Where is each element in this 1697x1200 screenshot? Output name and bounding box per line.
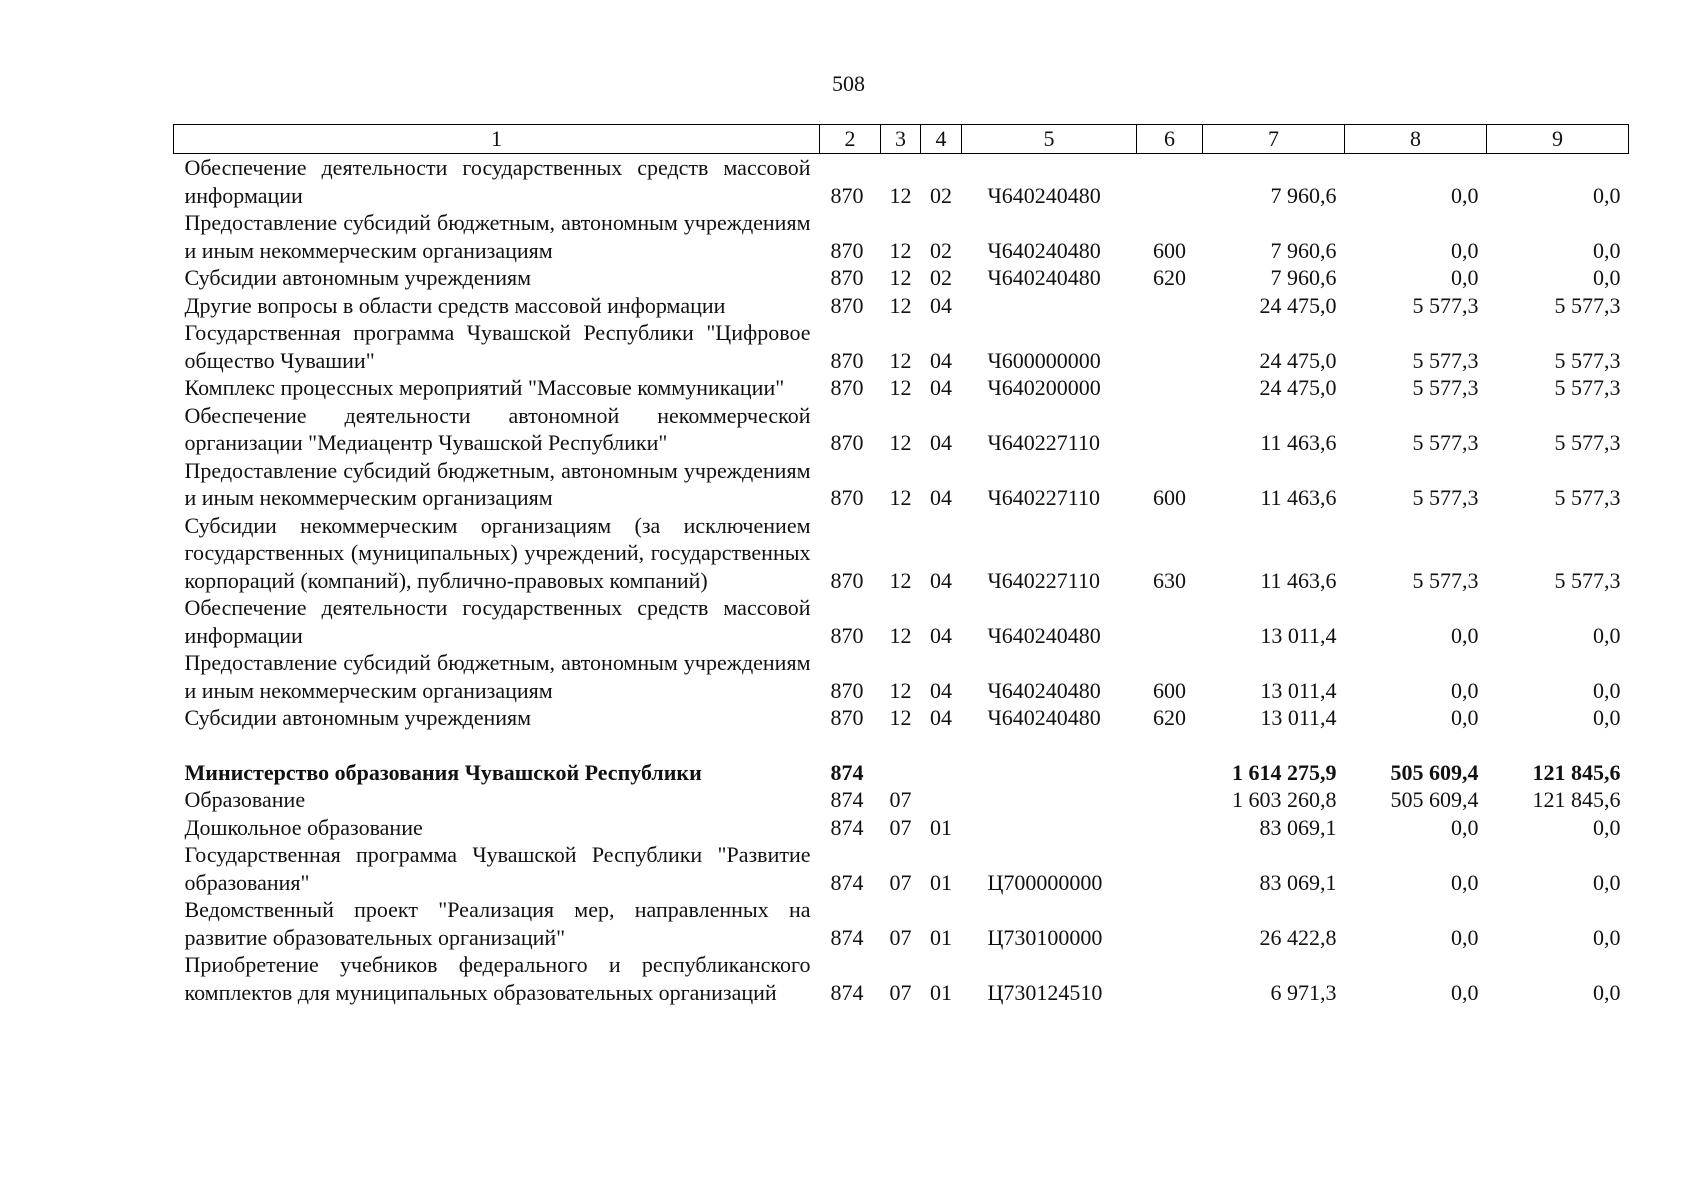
subsection-code: 04 — [930, 677, 952, 703]
table-row — [174, 374, 1629, 402]
amount-col-7: 13 011,4 — [1260, 705, 1337, 730]
budget-table — [173, 124, 1629, 1006]
table-row — [174, 264, 1629, 292]
expense-type-code — [1137, 154, 1203, 210]
amount-col-8: 5 577,3 — [1412, 375, 1479, 400]
admin-code: 870 — [830, 485, 864, 510]
row-name: Ведомственный проект "Реализация мер, направленных на развитие образовательных организаций" — [184, 897, 811, 950]
subsection-code: 04 — [930, 430, 952, 455]
amount-col-7: 24 475,0 — [1259, 292, 1337, 318]
target-article-code: Ц700000000 — [987, 869, 1103, 895]
row-name: Дошкольное образование — [184, 814, 423, 840]
amount-col-9: 0,0 — [1593, 237, 1621, 263]
target-article-code: Ч640240480 — [987, 622, 1101, 648]
expense-type-code — [1137, 292, 1203, 320]
amount-col-9: 5 577,3 — [1554, 292, 1621, 318]
expense-type-code — [1137, 319, 1203, 374]
amount-col-7: 24 475,0 — [1259, 347, 1337, 373]
amount-col-8: 5 577,3 — [1412, 430, 1479, 455]
target-article-code — [962, 786, 1137, 814]
section-code: 07 — [889, 787, 912, 812]
amount-col-9: 121 845,6 — [1532, 759, 1621, 785]
amount-col-8: 0,0 — [1451, 622, 1479, 648]
amount-col-8: 0,0 — [1451, 182, 1479, 208]
amount-col-9: 5 577,3 — [1554, 430, 1621, 455]
subsection-code: 04 — [930, 622, 952, 648]
admin-code: 874 — [830, 759, 864, 785]
admin-code: 874 — [830, 924, 864, 950]
target-article-code — [962, 759, 1137, 787]
admin-code: 870 — [830, 430, 864, 455]
column-header: 4 — [921, 125, 962, 154]
amount-col-8: 5 577,3 — [1412, 292, 1479, 318]
amount-col-7: 24 475,0 — [1259, 375, 1337, 400]
section-code: 12 — [889, 347, 912, 373]
column-header: 8 — [1345, 125, 1487, 154]
section-code: 12 — [889, 237, 912, 263]
amount-col-9: 5 577,3 — [1554, 485, 1621, 510]
expense-type-code — [1137, 841, 1203, 896]
admin-code: 870 — [830, 237, 864, 263]
amount-col-7: 11 463,6 — [1260, 485, 1337, 510]
expense-type-code: 600 — [1153, 485, 1186, 510]
column-header: 5 — [962, 125, 1137, 154]
table-row — [174, 512, 1629, 595]
section-code — [881, 759, 921, 787]
admin-code: 874 — [830, 979, 864, 1005]
admin-code: 874 — [830, 814, 864, 840]
amount-col-8: 0,0 — [1451, 814, 1479, 840]
amount-col-9: 121 845,6 — [1532, 787, 1621, 812]
amount-col-7: 26 422,8 — [1259, 924, 1337, 950]
subsection-code: 04 — [930, 375, 952, 400]
amount-col-9: 0,0 — [1593, 265, 1621, 290]
section-code: 12 — [889, 292, 912, 318]
subsection-code — [921, 786, 962, 814]
amount-col-7: 11 463,6 — [1260, 567, 1337, 593]
amount-col-7: 13 011,4 — [1260, 622, 1337, 648]
table-row — [174, 841, 1629, 896]
row-name: Предоставление субсидий бюджетным, автономным учреждениям и иным некоммерческим организациям — [184, 650, 811, 703]
section-code: 07 — [889, 869, 912, 895]
amount-col-8: 0,0 — [1451, 677, 1479, 703]
amount-col-9: 0,0 — [1593, 677, 1621, 703]
table-row — [174, 594, 1629, 649]
column-number-row — [174, 125, 1629, 154]
amount-col-7: 11 463,6 — [1260, 430, 1337, 455]
row-name: Предоставление субсидий бюджетным, автономным учреждениям и иным некоммерческим организациям — [184, 210, 811, 263]
table-row — [174, 402, 1629, 457]
subsection-code: 01 — [930, 814, 952, 840]
row-name: Приобретение учебников федерального и республиканского комплектов для муниципальных образовательных организаций — [184, 952, 811, 1005]
table-row — [174, 457, 1629, 512]
amount-col-9: 5 577,3 — [1554, 375, 1621, 400]
expense-type-code: 630 — [1153, 567, 1186, 593]
section-code: 12 — [889, 265, 912, 290]
amount-col-8: 0,0 — [1451, 265, 1479, 290]
subsection-code: 02 — [930, 182, 952, 208]
row-name: Субсидии автономным учреждениям — [184, 705, 532, 730]
target-article-code: Ч640240480 — [987, 237, 1101, 263]
admin-code: 870 — [830, 567, 864, 593]
target-article-code: Ц730100000 — [987, 924, 1103, 950]
subsection-code: 04 — [930, 485, 952, 510]
expense-type-code: 600 — [1153, 677, 1186, 703]
subsection-code — [921, 759, 962, 787]
amount-col-8: 0,0 — [1451, 869, 1479, 895]
table-row — [174, 209, 1629, 264]
amount-col-9: 0,0 — [1593, 705, 1621, 730]
expense-type-code: 620 — [1153, 705, 1186, 730]
expense-type-code — [1137, 402, 1203, 457]
section-code: 12 — [889, 567, 912, 593]
column-header: 1 — [174, 125, 820, 154]
amount-col-8: 5 577,3 — [1412, 567, 1479, 593]
expense-type-code — [1137, 814, 1203, 842]
amount-col-9: 0,0 — [1593, 814, 1621, 840]
amount-col-7: 7 960,6 — [1270, 182, 1337, 208]
expense-type-code — [1137, 786, 1203, 814]
target-article-code: Ч640240480 — [987, 705, 1101, 730]
amount-col-7: 7 960,6 — [1270, 237, 1337, 263]
column-header: 7 — [1203, 125, 1345, 154]
amount-col-8: 5 577,3 — [1412, 347, 1479, 373]
spacer-cell — [174, 732, 1629, 759]
row-name: Субсидии некоммерческим организациям (за исключением государственных (муниципальных) учреждений, государственных корпораций (компаний), публично-правовых компаний) — [184, 512, 811, 593]
row-name: Обеспечение деятельности автономной некоммерческой организации "Медиацентр Чувашской Республики" — [184, 402, 811, 455]
table-row — [174, 154, 1629, 210]
target-article-code: Ч640240480 — [987, 265, 1101, 290]
row-name: Государственная программа Чувашской Республики "Цифровое общество Чувашии" — [184, 320, 811, 373]
table-row — [174, 786, 1629, 814]
section-code: 07 — [889, 924, 912, 950]
expense-type-code — [1137, 759, 1203, 787]
section-code: 07 — [889, 979, 912, 1005]
subsection-code: 04 — [930, 705, 952, 730]
table-header — [174, 125, 1629, 154]
row-name: Предоставление субсидий бюджетным, автономным учреждениям и иным некоммерческим организациям — [184, 457, 811, 510]
amount-col-7: 7 960,6 — [1270, 265, 1337, 290]
column-header: 2 — [820, 125, 881, 154]
target-article-code: Ч640227110 — [987, 430, 1100, 455]
admin-code: 870 — [830, 265, 864, 290]
admin-code: 870 — [830, 705, 864, 730]
admin-code: 870 — [830, 292, 864, 318]
amount-col-7: 13 011,4 — [1260, 677, 1337, 703]
table-row — [174, 319, 1629, 374]
amount-col-8: 505 609,4 — [1390, 759, 1479, 785]
admin-code: 870 — [830, 622, 864, 648]
section-code: 12 — [889, 677, 912, 703]
admin-code: 874 — [830, 869, 864, 895]
expense-type-code — [1137, 896, 1203, 951]
spacer-row — [174, 732, 1629, 759]
section-code: 12 — [889, 430, 912, 455]
admin-code: 870 — [830, 347, 864, 373]
amount-col-7: 1 603 260,8 — [1232, 787, 1337, 812]
amount-col-7: 6 971,3 — [1270, 979, 1337, 1005]
subsection-code: 01 — [930, 924, 952, 950]
target-article-code: Ц730124510 — [987, 979, 1103, 1005]
admin-code: 870 — [830, 375, 864, 400]
amount-col-8: 0,0 — [1451, 979, 1479, 1005]
table-body — [174, 154, 1629, 1007]
amount-col-9: 0,0 — [1593, 869, 1621, 895]
amount-col-9: 0,0 — [1593, 924, 1621, 950]
row-name: Субсидии автономным учреждениям — [184, 265, 532, 290]
amount-col-8: 0,0 — [1451, 705, 1479, 730]
column-header: 3 — [881, 125, 921, 154]
target-article-code: Ч640200000 — [987, 375, 1101, 400]
amount-col-8: 0,0 — [1451, 924, 1479, 950]
table-row — [174, 951, 1629, 1006]
amount-col-8: 5 577,3 — [1412, 485, 1479, 510]
expense-type-code — [1137, 951, 1203, 1006]
amount-col-8: 505 609,4 — [1390, 787, 1479, 812]
amount-col-9: 0,0 — [1593, 182, 1621, 208]
section-code: 12 — [889, 622, 912, 648]
section-code: 12 — [889, 705, 912, 730]
row-name: Государственная программа Чувашской Республики "Развитие образования" — [184, 842, 811, 895]
amount-col-7: 83 069,1 — [1259, 814, 1337, 840]
subsection-code: 04 — [930, 347, 952, 373]
target-article-code — [962, 292, 1137, 320]
subsection-code: 04 — [930, 567, 952, 593]
target-article-code: Ч640227110 — [987, 485, 1100, 510]
amount-col-7: 83 069,1 — [1259, 869, 1337, 895]
amount-col-9: 5 577,3 — [1554, 347, 1621, 373]
row-name: Министерство образования Чувашской Республики — [184, 759, 702, 785]
table-row — [174, 704, 1629, 732]
page-number: 508 — [832, 71, 865, 96]
admin-code: 874 — [830, 787, 864, 812]
table-row — [174, 292, 1629, 320]
subsection-code: 04 — [930, 292, 952, 318]
subsection-code: 02 — [930, 265, 952, 290]
expense-type-code: 620 — [1153, 265, 1186, 290]
amount-col-9: 0,0 — [1593, 979, 1621, 1005]
amount-col-9: 0,0 — [1593, 622, 1621, 648]
expense-type-code: 600 — [1153, 237, 1186, 263]
section-code: 12 — [889, 182, 912, 208]
table-row — [174, 896, 1629, 951]
expense-type-code — [1137, 594, 1203, 649]
row-name: Комплекс процессных мероприятий "Массовые коммуникации" — [184, 375, 785, 400]
target-article-code: Ч640240480 — [987, 182, 1101, 208]
expense-type-code — [1137, 374, 1203, 402]
target-article-code — [962, 814, 1137, 842]
subsection-code: 01 — [930, 979, 952, 1005]
row-name: Обеспечение деятельности государственных средств массовой информации — [184, 155, 811, 208]
column-header: 6 — [1137, 125, 1203, 154]
row-name: Образование — [184, 787, 306, 812]
section-code: 12 — [889, 375, 912, 400]
target-article-code: Ч600000000 — [987, 347, 1101, 373]
subsection-code: 02 — [930, 237, 952, 263]
amount-col-8: 0,0 — [1451, 237, 1479, 263]
target-article-code: Ч640240480 — [987, 677, 1101, 703]
row-name: Другие вопросы в области средств массовой информации — [184, 292, 726, 318]
column-header: 9 — [1487, 125, 1629, 154]
table-row — [174, 759, 1629, 787]
table-row — [174, 649, 1629, 704]
subsection-code: 01 — [930, 869, 952, 895]
row-name: Обеспечение деятельности государственных средств массовой информации — [184, 595, 811, 648]
target-article-code: Ч640227110 — [987, 567, 1100, 593]
table-row — [174, 814, 1629, 842]
admin-code: 870 — [830, 677, 864, 703]
section-code: 07 — [889, 814, 912, 840]
section-code: 12 — [889, 485, 912, 510]
admin-code: 870 — [830, 182, 864, 208]
amount-col-7: 1 614 275,9 — [1232, 759, 1337, 785]
amount-col-9: 5 577,3 — [1554, 567, 1621, 593]
